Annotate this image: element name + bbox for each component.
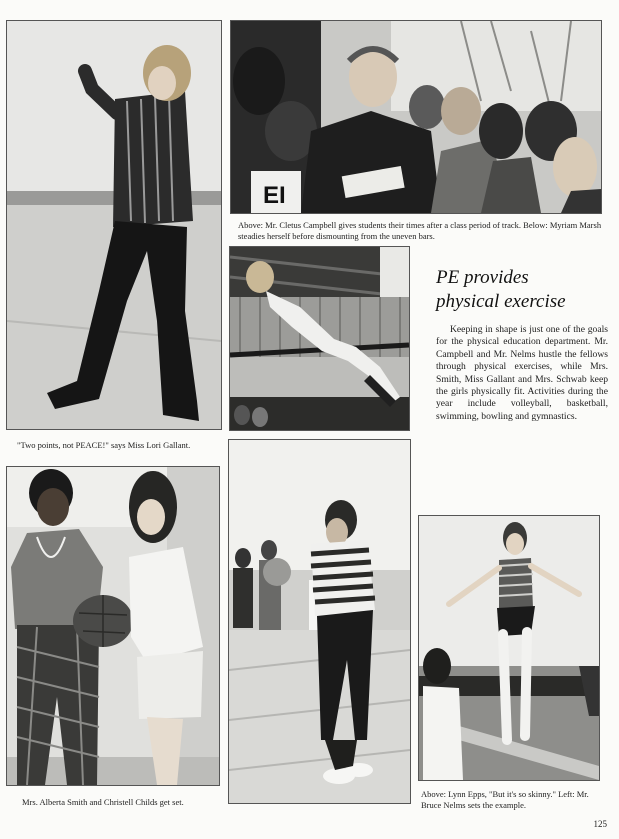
photo-smith-childs — [6, 466, 220, 786]
headline-line-2: physical exercise — [436, 291, 566, 312]
photo-bruce-nelms — [228, 439, 411, 804]
caption-smith-childs: Mrs. Alberta Smith and Christell Childs get set. — [22, 797, 184, 807]
page-number: 125 — [593, 819, 607, 829]
caption-lori-gallant: "Two points, not PEACE!" says Miss Lori Gallant. — [17, 440, 191, 450]
photo-cletus-campbell — [230, 20, 602, 214]
headline-line-1: PE provides — [436, 267, 529, 288]
caption-lynn-epps: Above: Lynn Epps, "But it's so skinny." Left: Mr. Bruce Nelms sets the example. — [421, 789, 589, 810]
svg-text:EI: EI — [263, 182, 286, 209]
photo-lori-gallant — [6, 20, 222, 430]
photo-myriam-marsh — [229, 246, 410, 431]
article-headline — [436, 266, 611, 314]
article-body: Keeping in shape is just one of the goals for the physical education department. Mr. Campbell and Mr. Nelms hustle the fellows through physical exercises, while Mrs. Smith, Miss Gallant and Mrs. Schwab keep the girls physically fit. Activities during the year include volleyball, basketball, swimming, bowling and gymnastics. — [436, 324, 608, 422]
caption-cletus-campbell: Above: Mr. Cletus Campbell gives students their times after a class period of track. Below: Myriam Marsh steadies herself before dismounting from the uneven bars. — [238, 220, 602, 241]
photo-lynn-epps — [418, 515, 600, 781]
